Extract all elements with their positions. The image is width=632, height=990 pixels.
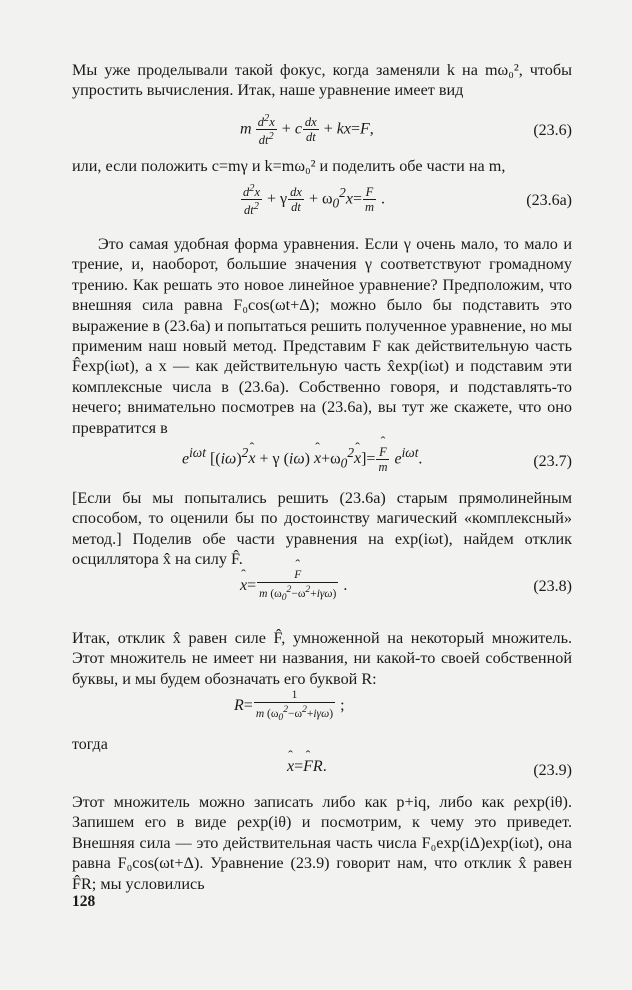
equation-23-7-number: (23.7)	[533, 453, 572, 470]
equation-23-8-number: (23.8)	[533, 578, 572, 595]
paragraph-7: Этот множитель можно записать либо как p+iq, либо как ρexp(iθ). Запишем его в виде ρexp(iθ) и посмотрим, к чему это приведет. Внешняя сила — это действительная часть числа F₀exp(iΔ)exp(iωt), она равна F₀cos(ωt+Δ). Уравнение (23.9) говорит нам, что отклик x̂ равен F̂R; мы условились	[72, 793, 572, 893]
equation-23-6-formula: m $\frac{d^2x}{dt^2}$ + c $\frac{dx}{dt}$ + kx=F,	[240, 113, 374, 148]
page-number: 128	[72, 893, 96, 910]
paragraph-1: Мы уже проделывали такой фокус, когда заменяли k на mω₀², чтобы упростить вычисления. Итак, наше уравнение имеет вид	[72, 61, 572, 100]
equation-23-6a	[72, 182, 572, 222]
paragraph-4: [Если бы мы попытались решить (23.6a) старым прямолинейным способом, то оценили бы по достоинству магический «комплексный» метод.] Поделив обе части уравнения на exp(iωt), найдем отклик осциллятора x̂ на силу F̂.	[72, 489, 572, 569]
equation-23-9-number: (23.9)	[533, 762, 572, 779]
equation-R-formula: R= $\frac{1}{m (\omega_0^2-\omega^2+i\gamma\omega)}$ ;	[234, 689, 345, 724]
equation-23-6a-number: (23.6a)	[526, 192, 572, 209]
equation-R-definition	[72, 688, 572, 728]
paragraph-2: или, если положить c=mγ и k=mω₀² и поделить обе части на m,	[72, 157, 506, 175]
equation-23-8-formula: ̂ x= ̂ $\frac{F}{m (\omega_0^2-\omega^2+i\gamma\omega)}$ .	[240, 568, 347, 605]
equation-23-7-formula: $e^{i\omega t}$ [$(i\omega)^2̂$ x + γ (iω) ̂ $x+\omega_0^2̂$ x]= ̂ $\frac{F}{m}$ $e^{i\omega t}$.	[182, 445, 422, 474]
paragraph-3: Это самая удобная форма уравнения. Если γ очень мало, то мало и трение, и, наоборот, большие значения γ соответствуют громадному трению. Как решать это новое линейное уравнение? Предположим, что внешняя сила равна F₀cos(ωt+Δ); можно было бы подставить это выражение в (23.6a) и попытаться решить полученное уравнение, но мы применим наш новый метод. Представим F как действительную часть F̂exp(iωt), а x — как действительную часть x̂exp(iωt) и подставим эти комплексные числа в (23.6a). Собственно говоря, и подставлять-то нечего; внимательно посмотрев на (23.6a), вы тут же скажете, что оно превратится в	[72, 235, 572, 437]
equation-23-7	[72, 443, 572, 483]
equation-23-8	[72, 568, 572, 608]
equation-23-9	[72, 752, 572, 792]
equation-23-9-formula: ̂ x=̂ FR.	[287, 758, 327, 776]
equation-23-6-number: (23.6)	[533, 122, 572, 139]
paragraph-5: Итак, отклик x̂ равен силе F̂, умноженной на некоторый множитель. Этот множитель не имеет ни названия, ни какой-то своей собственной буквы, и мы будем обозначать его буквой R:	[72, 629, 572, 688]
label-then: тогда	[72, 736, 108, 753]
equation-23-6	[72, 112, 572, 152]
equation-23-6a-formula: $\frac{d^2x}{dt^2}$ + γ $\frac{dx}{dt}$ + $\omega_0^2x=$ $\frac{F}{m}$ .	[243, 183, 386, 218]
